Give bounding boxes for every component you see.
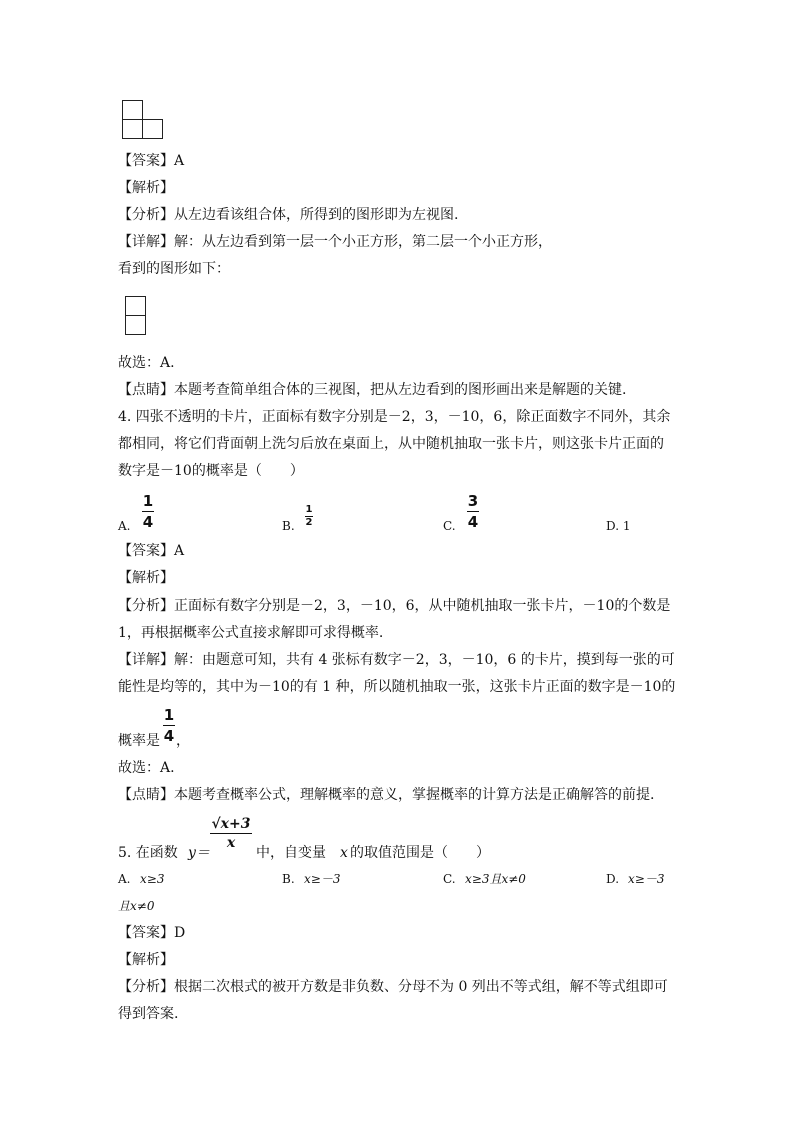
q5-option-b-label: B. [282, 872, 295, 886]
frac-num: 1 [142, 492, 154, 510]
q5-option-c-label: C. [443, 872, 456, 886]
q4-option-b-fraction [305, 505, 313, 528]
q5-post: 中，自变量 [256, 845, 326, 861]
frac-num: 3 [467, 492, 479, 510]
q4-option-a-fraction [142, 492, 154, 531]
square-bottom-right [142, 119, 163, 139]
q5-option-a: x≥3 [140, 872, 165, 886]
q5-option-a-label: A. [118, 872, 131, 886]
q4-fenxi-2: 1，再根据概率公式直接求解即可求得概率. [118, 625, 384, 641]
frac-den: 2 [305, 517, 313, 528]
q5-option-d-label: D. [606, 872, 620, 886]
q4-answer-fraction [163, 706, 175, 745]
q5-option-d-cont: 且x≠0 [118, 899, 155, 913]
frac-num: 1 [163, 706, 175, 724]
q4-xiangjie-3-post: ， [176, 733, 190, 749]
q5-option-c: x≥3且x≠0 [465, 872, 526, 886]
q5-answer: 【答案】D [118, 925, 186, 941]
frac-den: 4 [467, 513, 479, 531]
q4-xiangjie-3-pre: 概率是 [118, 733, 160, 749]
square-upper [125, 296, 146, 316]
s3-analysis: 【解析】 [118, 180, 174, 196]
s3-choose: 故选：A. [118, 355, 175, 371]
q5-pre: 5. 在函数 [118, 845, 178, 861]
q5-analysis: 【解析】 [118, 952, 174, 968]
fraction-bar [142, 511, 154, 512]
s3-xiangjie: 【详解】解：从左边看到第一层一个小正方形，第二层一个小正方形， [118, 234, 552, 250]
q5-y-eq: y＝ [188, 845, 210, 861]
q5-post-2: 的取值范围是（ ） [350, 845, 490, 861]
q4-option-d: D. 1 [606, 519, 631, 533]
frac-den: x [226, 835, 236, 851]
s3-xiangjie-2: 看到的图形如下： [118, 261, 230, 277]
frac-den: 4 [142, 513, 154, 531]
q5-option-b: x≥－3 [304, 872, 341, 886]
q4-fenxi-1: 【分析】正面标有数字分别是－2，3，－10，6，从中随机抽取一张卡片，－10的个数是 [118, 598, 671, 614]
s3-fenxi: 【分析】从左边看该组合体，所得到的图形即为左视图. [118, 207, 459, 223]
frac-num: √x+3 [211, 816, 251, 832]
q4-xiangjie-2: 能性是均等的，其中为－10的有 1 种，所以随机抽取一张，这张卡片正面的数字是－10的 [118, 679, 676, 695]
q4-dianjing: 【点睛】本题考查概率公式，理解概率的意义，掌握概率的计算方法是正确解答的前提. [118, 787, 655, 803]
q5-fenxi-1: 【分析】根据二次根式的被开方数是非负数、分母不为 0 列出不等式组，解不等式组即可 [118, 979, 668, 995]
fraction-bar [210, 833, 252, 834]
q4-option-c-fraction [467, 492, 479, 531]
square-top [122, 100, 143, 120]
q4-line-1: 4. 四张不透明的卡片，正面标有数字分别是－2，3，－10，6，除正面数字不同外，其余 [118, 409, 671, 425]
q4-choose: 故选：A. [118, 760, 175, 776]
fraction-bar [163, 725, 175, 726]
fraction-bar [467, 511, 479, 512]
q4-answer: 【答案】A [118, 543, 185, 559]
q4-xiangjie-1: 【详解】解：由题意可知，共有 4 张标有数字－2，3，－10，6 的卡片，摸到每一张的可 [118, 652, 675, 668]
s3-answer: 【答案】A [118, 153, 185, 169]
q4-option-c-label: C. [443, 519, 456, 533]
q4-line-2: 都相同，将它们背面朝上洗匀后放在桌面上，从中随机抽取一张卡片，则这张卡片正面的 [118, 436, 664, 452]
square-bottom-left [122, 119, 143, 139]
q4-analysis: 【解析】 [118, 570, 174, 586]
frac-num: 1 [305, 504, 313, 515]
frac-den: 4 [163, 727, 175, 745]
s3-dianjing: 【点睛】本题考查简单组合体的三视图，把从左边看到的图形画出来是解题的关键. [118, 382, 627, 398]
q5-option-d: x≥－3 [628, 872, 665, 886]
q4-option-a-label: A. [118, 519, 131, 533]
q5-fenxi-2: 得到答案. [118, 1006, 179, 1022]
q4-line-3: 数字是－10的概率是（ ） [118, 463, 304, 479]
q4-option-b-label: B. [282, 519, 295, 533]
q5-var: x [340, 845, 348, 861]
q5-fraction [210, 816, 252, 851]
square-lower [125, 315, 146, 335]
